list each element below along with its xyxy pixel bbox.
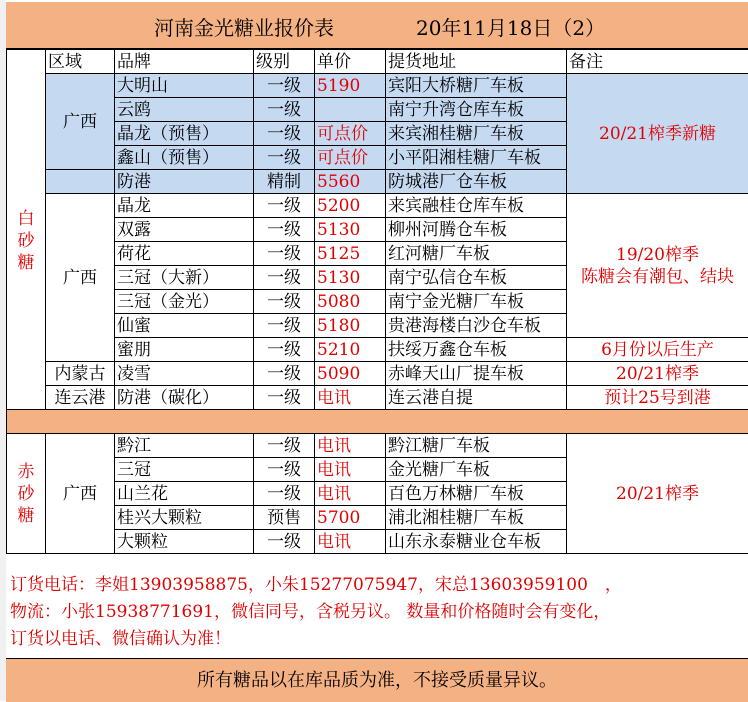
brand-cell: 三冠 xyxy=(115,458,254,482)
address-cell: 连云港自提 xyxy=(386,386,567,410)
price-cell: 电讯 xyxy=(315,434,386,458)
grade-cell: 预售 xyxy=(254,506,315,530)
address-cell: 南宁升湾仓库车板 xyxy=(386,98,567,122)
category-red-sugar xyxy=(7,434,46,554)
price-cell: 电讯 xyxy=(315,458,386,482)
address-cell: 赤峰天山厂提车板 xyxy=(386,362,567,386)
remark-new-season: 20/21榨季新糖 xyxy=(567,74,748,194)
grade-cell: 一级 xyxy=(254,530,315,554)
header-spacer xyxy=(7,50,46,74)
address-cell: 柳州河腾仓车板 xyxy=(386,218,567,242)
header-grade: 级别 xyxy=(254,50,315,74)
address-cell: 山东永泰糖业仓车板 xyxy=(386,530,567,554)
price-cell: 5080 xyxy=(315,290,386,314)
contact-confirm: 订货以电话、微信确认为准！ xyxy=(10,624,231,649)
table-row xyxy=(7,338,748,362)
table-row xyxy=(7,386,748,410)
remark-season: 19/20榨季 xyxy=(569,244,746,266)
grade-cell: 一级 xyxy=(254,74,315,98)
remark-red-sugar: 20/21榨季 xyxy=(567,434,748,554)
brand-cell: 三冠（大新） xyxy=(115,266,254,290)
contact-block xyxy=(6,556,748,656)
grade-cell: 一级 xyxy=(254,146,315,170)
header-brand: 品牌 xyxy=(115,50,254,74)
region-empty xyxy=(46,170,115,194)
brand-cell: 桂兴大颗粒 xyxy=(115,506,254,530)
price-cell: 5560 xyxy=(315,170,386,194)
price-cell: 可点价 xyxy=(315,146,386,170)
brand-cell: 山兰花 xyxy=(115,482,254,506)
price-cell: 5210 xyxy=(315,338,386,362)
separator-row xyxy=(7,410,748,434)
remark-moisture: 陈糖会有潮包、结块 xyxy=(569,266,746,288)
remark-old-season xyxy=(567,194,748,338)
grade-cell: 一级 xyxy=(254,98,315,122)
address-cell: 小平阳湘桂糖厂车板 xyxy=(386,146,567,170)
table-row xyxy=(7,362,748,386)
price-cell: 5180 xyxy=(315,314,386,338)
grade-cell: 一级 xyxy=(254,362,315,386)
region-guangxi: 广西 xyxy=(46,74,115,170)
brand-cell: 黔江 xyxy=(115,434,254,458)
grade-cell: 一级 xyxy=(254,122,315,146)
header-price: 单价 xyxy=(315,50,386,74)
remark-neimenggu: 20/21榨季 xyxy=(567,362,748,386)
price-cell: 5090 xyxy=(315,362,386,386)
table-row xyxy=(7,74,748,98)
address-cell: 防城港厂仓车板 xyxy=(386,170,567,194)
price-cell: 5130 xyxy=(315,218,386,242)
address-cell: 扶绥万鑫仓车板 xyxy=(386,338,567,362)
address-cell: 宾阳大桥糖厂车板 xyxy=(386,74,567,98)
price-cell: 可点价 xyxy=(315,122,386,146)
price-cell xyxy=(315,98,386,122)
region-neimenggu: 内蒙古 xyxy=(46,362,115,386)
price-cell: 电讯 xyxy=(315,386,386,410)
footer-disclaimer: 所有糖品以在库品质为准，不接受质量异议。 xyxy=(6,658,748,702)
sheet-date: 20年11月18日（2） xyxy=(416,12,605,41)
brand-cell: 蜜朋 xyxy=(115,338,254,362)
address-cell: 南宁弘信仓车板 xyxy=(386,266,567,290)
brand-cell: 仙蜜 xyxy=(115,314,254,338)
brand-cell: 防港（碳化） xyxy=(115,386,254,410)
remark-mipeng: 6月份以后生产 xyxy=(567,338,748,362)
address-cell: 黔江糖厂车板 xyxy=(386,434,567,458)
header-address: 提货地址 xyxy=(386,50,567,74)
brand-cell: 鑫山（预售） xyxy=(115,146,254,170)
grade-cell: 一级 xyxy=(254,458,315,482)
category-white-sugar xyxy=(7,74,46,410)
price-cell: 电讯 xyxy=(315,530,386,554)
table-row xyxy=(7,434,748,458)
grade-cell: 一级 xyxy=(254,482,315,506)
price-cell: 5700 xyxy=(315,506,386,530)
region-guangxi: 广西 xyxy=(46,434,115,554)
address-cell: 浦北湘桂糖厂车板 xyxy=(386,506,567,530)
address-cell: 贵港海楼白沙仓车板 xyxy=(386,314,567,338)
sheet-title: 河南金光糖业报价表 xyxy=(154,12,334,41)
table-row xyxy=(7,194,748,218)
grade-cell: 一级 xyxy=(254,194,315,218)
title-bar xyxy=(6,2,748,49)
address-cell: 来宾湘桂糖厂车板 xyxy=(386,122,567,146)
brand-cell: 双露 xyxy=(115,218,254,242)
price-cell: 电讯 xyxy=(315,482,386,506)
brand-cell: 大明山 xyxy=(115,74,254,98)
address-cell: 来宾融桂仓库车板 xyxy=(386,194,567,218)
remark-lianyungang: 预计25号到港 xyxy=(567,386,748,410)
brand-cell: 荷花 xyxy=(115,242,254,266)
grade-cell: 一级 xyxy=(254,386,315,410)
price-cell: 5190 xyxy=(315,74,386,98)
brand-cell: 大颗粒 xyxy=(115,530,254,554)
grade-cell: 一级 xyxy=(254,338,315,362)
address-cell: 南宁金光糖厂车板 xyxy=(386,290,567,314)
brand-cell: 防港 xyxy=(115,170,254,194)
white-sugar-label: 白砂糖 xyxy=(16,208,36,274)
header-region: 区域 xyxy=(46,50,115,74)
header-remark: 备注 xyxy=(567,50,748,74)
brand-cell: 三冠（金光） xyxy=(115,290,254,314)
grade-cell: 一级 xyxy=(254,290,315,314)
separator-band xyxy=(7,410,748,434)
brand-cell: 晶龙 xyxy=(115,194,254,218)
grade-cell: 一级 xyxy=(254,218,315,242)
grade-cell: 一级 xyxy=(254,434,315,458)
price-cell: 5125 xyxy=(315,242,386,266)
red-sugar-label: 赤砂糖 xyxy=(16,461,36,527)
grade-cell: 精制 xyxy=(254,170,315,194)
grade-cell: 一级 xyxy=(254,242,315,266)
address-cell: 百色万林糖厂车板 xyxy=(386,482,567,506)
grade-cell: 一级 xyxy=(254,266,315,290)
brand-cell: 凌雪 xyxy=(115,362,254,386)
address-cell: 金光糖厂车板 xyxy=(386,458,567,482)
header-row xyxy=(7,50,748,74)
brand-cell: 晶龙（预售） xyxy=(115,122,254,146)
address-cell: 红河糖厂车板 xyxy=(386,242,567,266)
region-lianyungang: 连云港 xyxy=(46,386,115,410)
grade-cell: 一级 xyxy=(254,314,315,338)
contact-logistics: 物流：小张15938771691，微信同号，含税另议。 数量和价格随时会有变化， xyxy=(10,597,610,622)
price-table xyxy=(6,49,748,554)
price-cell: 5130 xyxy=(315,266,386,290)
price-cell: 5200 xyxy=(315,194,386,218)
contact-phones: 订货电话：李姐13903958875，小朱15277075947，宋总13603959100 ， xyxy=(10,570,622,595)
brand-cell: 云鸥 xyxy=(115,98,254,122)
region-guangxi: 广西 xyxy=(46,194,115,362)
